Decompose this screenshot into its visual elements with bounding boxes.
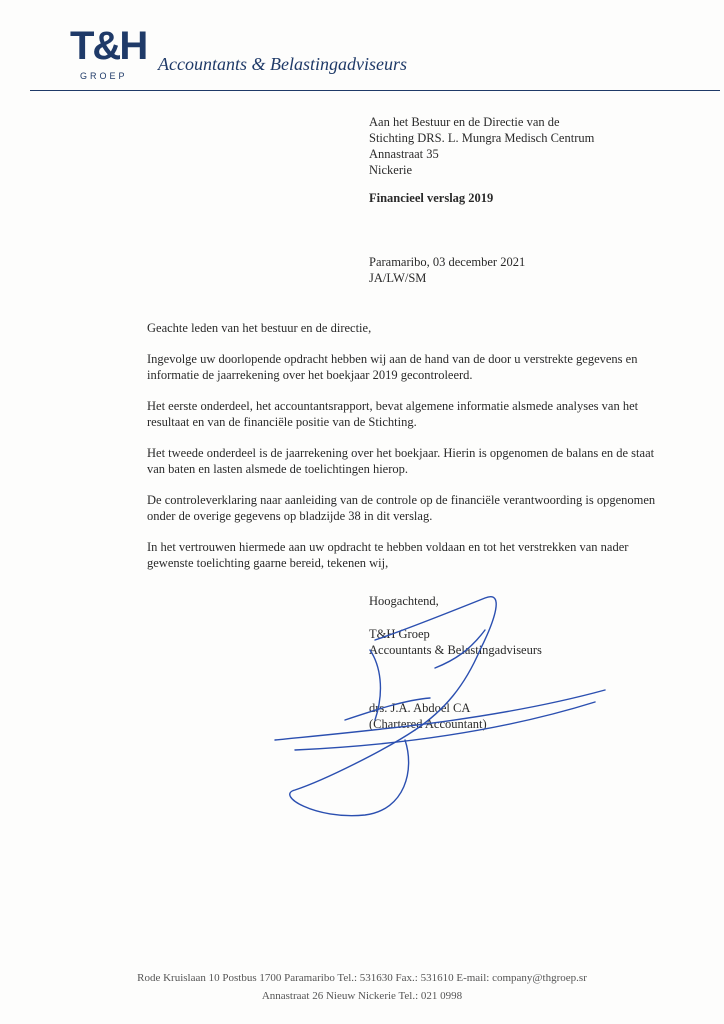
logo-subtitle: GROEP [80, 71, 128, 81]
footer-contact-main: Rode Kruislaan 10 Postbus 1700 Paramaribo Tel.: 531630 Fax.: 531610 E-mail: company@thgroep.sr [137, 972, 587, 984]
address-line: Aan het Bestuur en de Directie van de [369, 115, 560, 129]
address-line: Annastraat 35 [369, 147, 439, 161]
company-logo [70, 24, 147, 82]
logo-monogram: T&H [70, 24, 147, 68]
footer-contact-branch: Annastraat 26 Nieuw Nickerie Tel.: 021 0998 [261, 990, 463, 1002]
reference-code: JA/LW/SM [369, 271, 427, 285]
paragraph: In het vertrouwen hiermede aan uw opdracht te hebben voldaan en tot het verstrekken van nader gewenste toelichting gaarne bereid, tekenen wij, [147, 540, 629, 570]
header-divider [30, 90, 720, 91]
recipient-address [369, 114, 594, 178]
closing-greeting: Hoogachtend, [369, 594, 439, 608]
paragraph: Het eerste onderdeel, het accountantsrapport, bevat algemene informatie alsmede analyses van het resultaat en van de financiële positie van de Stichting. [147, 399, 639, 429]
letter-subject: Financieel verslag 2019 [369, 191, 494, 205]
paragraph: Ingevolge uw doorlopende opdracht hebben wij aan de hand van de door u verstrekte gegevens en informatie de jaarrekening over het boekjaar 2019 gecontroleerd. [147, 352, 638, 382]
firm-name: Accountants & Belastingadviseurs [158, 54, 407, 74]
paragraph: De controleverklaring naar aanleiding van de controle op de financiële verantwoording is opgenomen onder de overige gegevens op bladzijde 38 in dit verslag. [147, 493, 656, 523]
signer-name: drs. J.A. Abdoel CA [369, 701, 471, 715]
letter-body [147, 320, 657, 586]
salutation: Geachte leden van het bestuur en de directie, [147, 321, 372, 335]
signer-title: (Chartered Accountant) [369, 717, 487, 731]
closing-org: T&H Groep [369, 627, 430, 641]
address-line: Nickerie [369, 163, 413, 177]
paragraph: Het tweede onderdeel is de jaarrekening over het boekjaar. Hierin is opgenomen de balans en de staat van baten en lasten alsmede de toelichtingen hierop. [147, 446, 655, 476]
date-block [369, 254, 525, 286]
date-line: Paramaribo, 03 december 2021 [369, 255, 526, 269]
closing-org-sub: Accountants & Belastingadviseurs [369, 643, 542, 657]
address-line: Stichting DRS. L. Mungra Medisch Centrum [369, 131, 595, 145]
handwritten-signature [255, 590, 615, 825]
